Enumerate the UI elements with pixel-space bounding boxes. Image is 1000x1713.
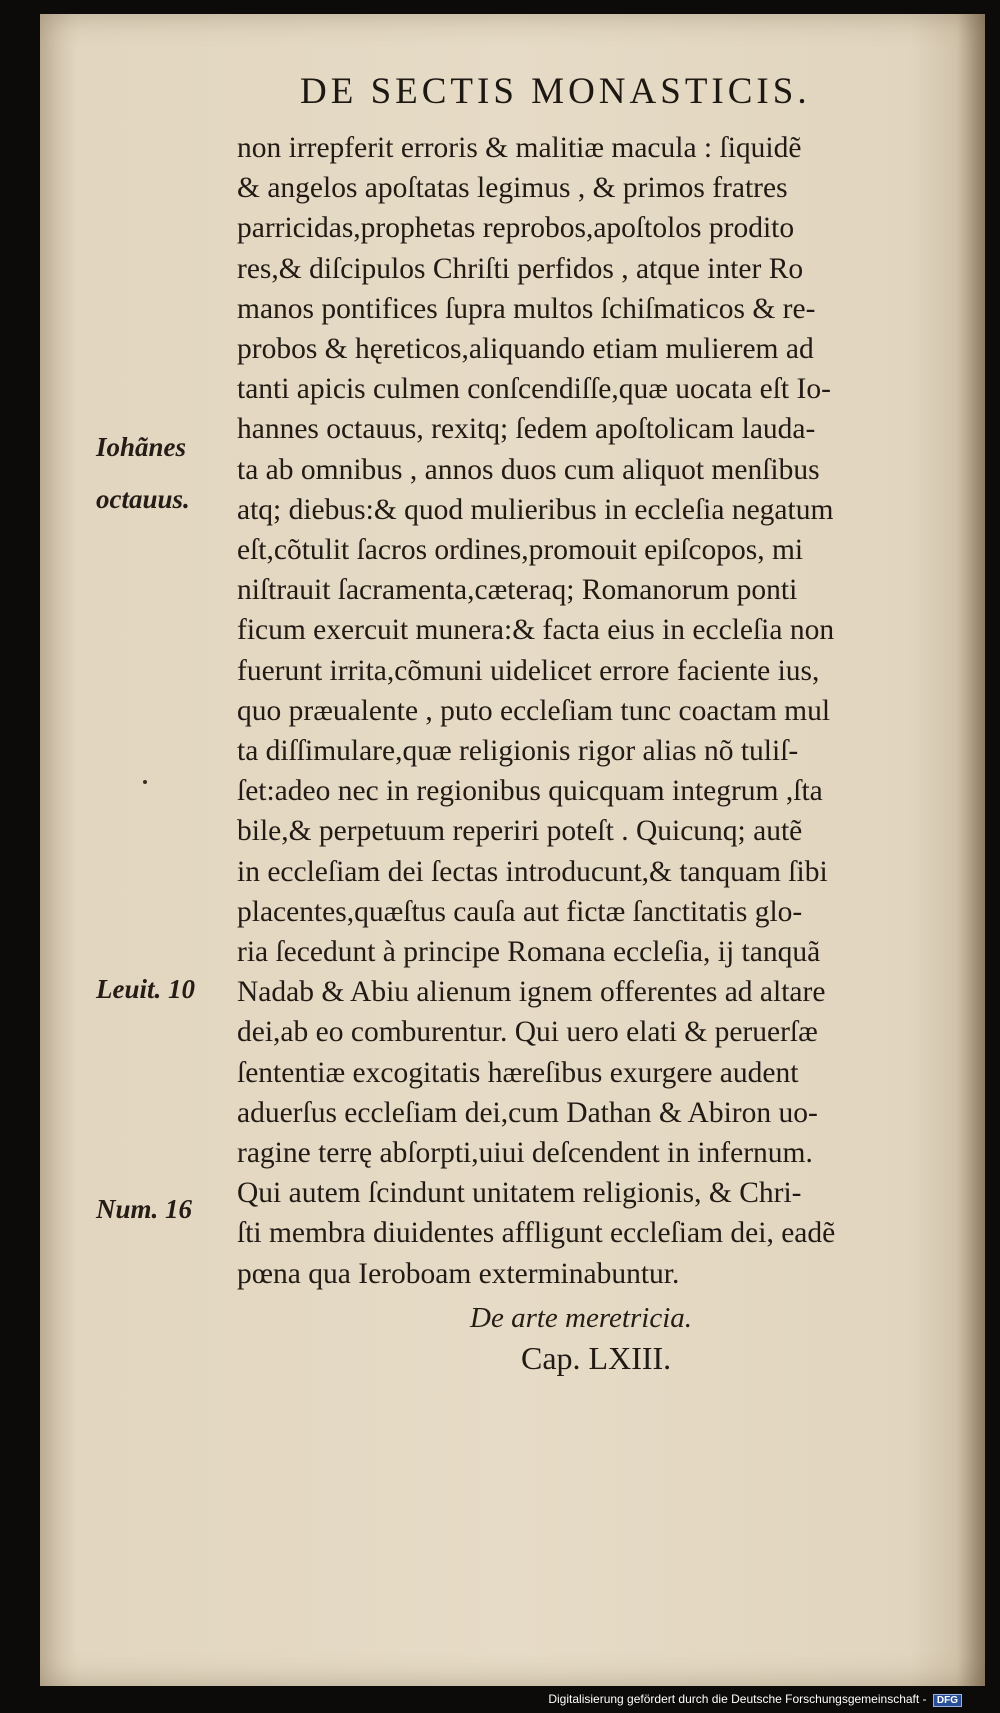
text-line: bile,& perpetuum reperiri poteſt . Quicunq; autẽ bbox=[237, 815, 803, 848]
text-line: ta ab omnibus , annos duos cum aliquot menſibus bbox=[237, 453, 820, 486]
chapter-number: Cap. LXIII. bbox=[521, 1340, 672, 1376]
text-line: Qui autem ſcindunt unitatem religionis, & Chri- bbox=[237, 1177, 802, 1210]
text-line: probos & hęreticos,aliquando etiam mulierem ad bbox=[237, 333, 814, 366]
text-line: hannes octauus, rexitq; ſedem apoſtolicam lauda- bbox=[237, 413, 816, 446]
text-line: ſti membra diuidentes affligunt eccleſiam dei, eadẽ bbox=[237, 1217, 836, 1250]
text-line: manos pontifices ſupra multos ſchiſmaticos & re- bbox=[237, 292, 816, 325]
text-line: ta diſſimulare,quæ religionis rigor alias nõ tuliſ- bbox=[237, 735, 799, 768]
text-line: ſententiæ excogitatis hæreſibus exurgere audent bbox=[237, 1056, 799, 1089]
text-line: fuerunt irrita,cõmuni uidelicet errore faciente ius, bbox=[237, 654, 820, 687]
marginal-note-leuit: Leuit. 10 bbox=[96, 974, 195, 1004]
text-line: res,& diſcipulos Chriſti perfidos , atque inter Ro bbox=[237, 252, 804, 285]
text-line: ragine terrę abſorpti,uiui deſcendent in infernum. bbox=[237, 1137, 813, 1170]
text-line: tanti apicis culmen conſcendiſſe,quæ uocata eſt Io- bbox=[237, 373, 831, 406]
chapter-title: De arte meretricia. bbox=[470, 1302, 693, 1334]
text-line: eſt,cõtulit ſacros ordines,promouit epiſcopos, mi bbox=[237, 534, 804, 567]
text-line: pœna qua Ieroboam exterminabuntur. bbox=[237, 1257, 680, 1290]
text-line: aduerſus eccleſiam dei,cum Dathan & Abiron uo- bbox=[237, 1096, 818, 1129]
text-line: placentes,quæſtus cauſa aut fictæ ſanctitatis glo- bbox=[237, 895, 803, 928]
text-line: niſtrauit ſacramenta,cæteraq; Romanorum ponti bbox=[237, 574, 798, 607]
text-line: ria ſecedunt à principe Romana eccleſia, ij tanquã bbox=[237, 936, 821, 969]
running-head: DE SECTIS MONASTICIS. bbox=[300, 71, 811, 112]
text-line: atq; diebus:& quod mulieribus in eccleſia negatum bbox=[237, 493, 834, 526]
footer-credit bbox=[548, 1692, 962, 1707]
dfg-logo-badge: DFG bbox=[933, 1694, 962, 1707]
marginal-note-num: Num. 16 bbox=[96, 1194, 193, 1224]
footer-text: Digitalisierung gefördert durch die Deutsche Forschungsgemeinschaft - bbox=[548, 1692, 927, 1706]
text-line: ficum exercuit munera:& facta eius in eccleſia non bbox=[237, 614, 835, 647]
text-line: ſet:adeo nec in regionibus quicquam integrum ,ſta bbox=[237, 775, 823, 808]
text-line: in eccleſiam dei ſectas introducunt,& tanquam ſibi bbox=[237, 855, 828, 888]
text-line: & angelos apoſtatas legimus , & primos fratres bbox=[237, 172, 788, 205]
text-line: non irrepferit erroris & malitiæ macula : ſiquidẽ bbox=[237, 132, 802, 164]
body-text bbox=[237, 128, 977, 1294]
marginal-note-octauus: octauus. bbox=[96, 484, 190, 514]
text-line: dei,ab eo comburentur. Qui uero elati & peruerſæ bbox=[237, 1016, 818, 1049]
text-line: Nadab & Abiu alienum ignem offerentes ad altare bbox=[237, 976, 826, 1009]
margin-dot bbox=[143, 780, 147, 784]
text-line: parricidas,prophetas reprobos,apoſtolos prodito bbox=[237, 212, 795, 245]
marginal-note-iohannes: Iohãnes bbox=[96, 432, 187, 462]
text-line: quo præualente , puto eccleſiam tunc coactam mul bbox=[237, 694, 831, 727]
